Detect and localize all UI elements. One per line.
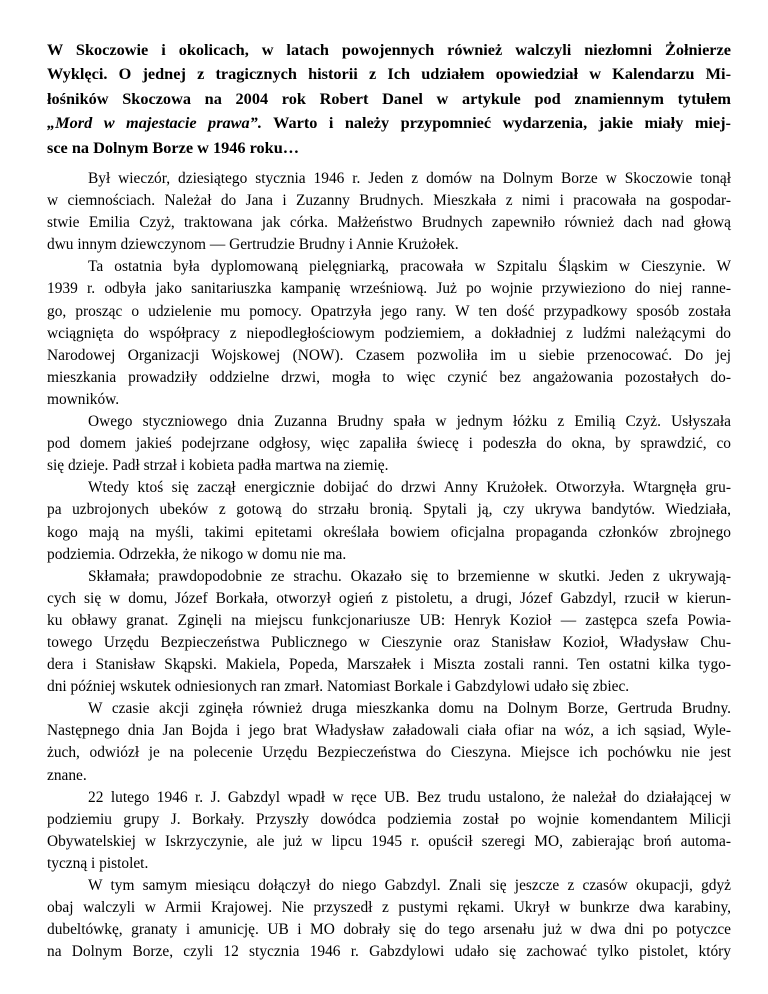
body-line: kogo mają na myśli, takimi epitetami określała bowiem oficjalna propaganda członków zbrojnego <box>47 523 731 541</box>
body-line: towego Urzędu Bezpieczeństwa Publicznego w Cieszynie oraz Stanisław Kozioł, Władysław Chu- <box>47 633 731 651</box>
body-line: obaj walczyli w Armii Krajowej. Nie przyszedł z pustymi rękami. Ukrył w bunkrze dwa karabiny, <box>47 899 731 917</box>
intro-line-rest: Warto i należy przypomnieć wydarzenia, jakie miały miej- <box>261 113 731 133</box>
body-line: ku obławy granat. Zginęli na miejscu funkcjonariusze UB: Henryk Kozioł — zastępca szefa Powia- <box>47 611 731 629</box>
body-line: 1939 r. odbyła jako sanitariuszka kampanię wrześniową. Już po wojnie przywieziono do niej ranne- <box>47 280 731 298</box>
body-line: dera i Stanisław Skąpski. Makiela, Popeda, Marszałek i Miszta zostali ranni. Ten ostatni kilka tygo- <box>47 656 731 674</box>
article-body <box>47 168 731 963</box>
body-line: mieszkania prowadziły oddzielne drzwi, mogła to więc czynić bez angażowania pozostałych do- <box>47 368 731 386</box>
intro-line: łośników Skoczowa na 2004 rok Robert Danel w artykule pod znamiennym tytułem <box>47 88 731 108</box>
body-line: dni później wskutek odniesionych ran zmarł. Natomiast Borkale i Gabzdylowi udało się zbiec. <box>47 678 630 696</box>
body-line: znane. <box>47 766 87 784</box>
body-line: na Dolnym Borze, czyli 12 stycznia 1946 r. Gabzdylowi udało się zachować tylko pistolet, który <box>47 943 731 961</box>
intro-line <box>47 111 731 135</box>
body-line: 22 lutego 1946 r. J. Gabzdyl wpadł w ręce UB. Bez trudu ustalono, że należał do działającej w <box>88 788 731 806</box>
intro-paragraph <box>47 38 731 160</box>
body-line: podziemia. Odrzekła, że nikogo w domu nie ma. <box>47 545 347 563</box>
body-line: Był wieczór, dziesiątego stycznia 1946 r. Jeden z domów na Dolnym Borze w Skoczowie tonął <box>88 170 731 187</box>
body-line: stwie Emilia Czyż, traktowana jak córka. Małżeństwo Brudnych zapewniło również dach nad głową <box>47 214 731 232</box>
article-title: „Mord w majestacie prawa”. <box>47 113 262 133</box>
body-line: Wtedy ktoś się zaczął energicznie dobijać do drzwi Anny Krużołek. Otworzyła. Wtargnęła gru- <box>88 479 731 497</box>
body-line: cych się w domu, Józef Borkała, otworzył ogień z pistoletu, a drugi, Józef Gabzdyl, rzucił w kierun- <box>47 589 731 607</box>
body-line: dwu innym dziewczynom — Gertrudzie Brudny i Annie Krużołek. <box>47 236 459 254</box>
body-line: w ciemnościach. Należał do Jana i Zuzanny Brudnych. Mieszkała z nimi i pracowała na gospodar- <box>47 192 731 210</box>
body-line: W czasie akcji zginęła również druga mieszkanka domu na Dolnym Borze, Gertruda Brudny. <box>88 700 731 718</box>
body-line: Skłamała; prawdopodobnie ze strachu. Okazało się to brzemienne w skutki. Jeden z ukrywają- <box>88 567 731 585</box>
body-line: pod domem jakieś podejrzane odgłosy, więc zapaliła świecę i podeszła do okna, by sprawdzić, co <box>47 435 731 453</box>
body-line: W tym samym miesiącu dołączył do niego Gabzdyl. Znali się jeszcze z czasów okupacji, gdyż <box>88 877 731 894</box>
body-line: Narodowej Organizacji Wojskowej (NOW). Czasem pozwoliła im u siebie przenocować. Do jej <box>47 346 731 364</box>
body-line: Obywatelskiej w Iskrzyczynie, ale już w lipcu 1945 r. opuścił szeregi MO, zabierając broń automa- <box>47 832 731 850</box>
body-line: Ta ostatnia była dyplomowaną pielęgniarką, pracowała w Szpitalu Śląskim w Cieszynie. W <box>88 258 731 276</box>
body-line: wciągnięta do współpracy z niepodległościowym podziemiem, a dokładniej z ludźmi należącymi do <box>47 324 731 342</box>
body-line: tyczną i pistolet. <box>47 854 149 872</box>
body-line: dubeltówkę, granaty i amunicję. UB i MO dobrały się do tego arsenału już w dwa dni po potyczce <box>47 921 731 939</box>
intro-line: Wyklęci. O jednej z tragicznych historii z Ich udziałem opowiedział w Kalendarzu Mi- <box>47 64 731 84</box>
body-line: żuch, odwiózł je na polecenie Urzędu Bezpieczeństwa do Cieszyna. Miejsce ich pochówku nie jest <box>47 744 731 762</box>
body-line: Owego styczniowego dnia Zuzanna Brudny spała w jednym łóżku z Emilią Czyż. Usłyszała <box>88 413 731 431</box>
intro-line: W Skoczowie i okolicach, w latach powojennych również walczyli niezłomni Żołnierze <box>47 40 731 59</box>
intro-line: sce na Dolnym Borze w 1946 roku… <box>47 137 300 157</box>
body-line: się dzieje. Padł strzał i kobieta padła martwa na ziemię. <box>47 457 389 475</box>
body-line: Następnego dnia Jan Bojda i jego brat Władysław załadowali ciała ofiar na wóz, a ich sąsiad, Wyle- <box>47 722 731 740</box>
body-line: mowników. <box>47 390 120 408</box>
body-line: podziemiu grupy J. Borkały. Przyszły dowódca podziemia został po wojnie komendantem Milicji <box>47 810 731 828</box>
body-line: go, prosząc o udzielenie mu pomocy. Opatrzyła jego rany. W ten dość przypadkowy sposób została <box>47 302 731 320</box>
body-line: pa uzbrojonych ubeków z gotową do strzału bronią. Spytali ją, czy ukrywa bandytów. Wiedziała, <box>47 501 731 519</box>
